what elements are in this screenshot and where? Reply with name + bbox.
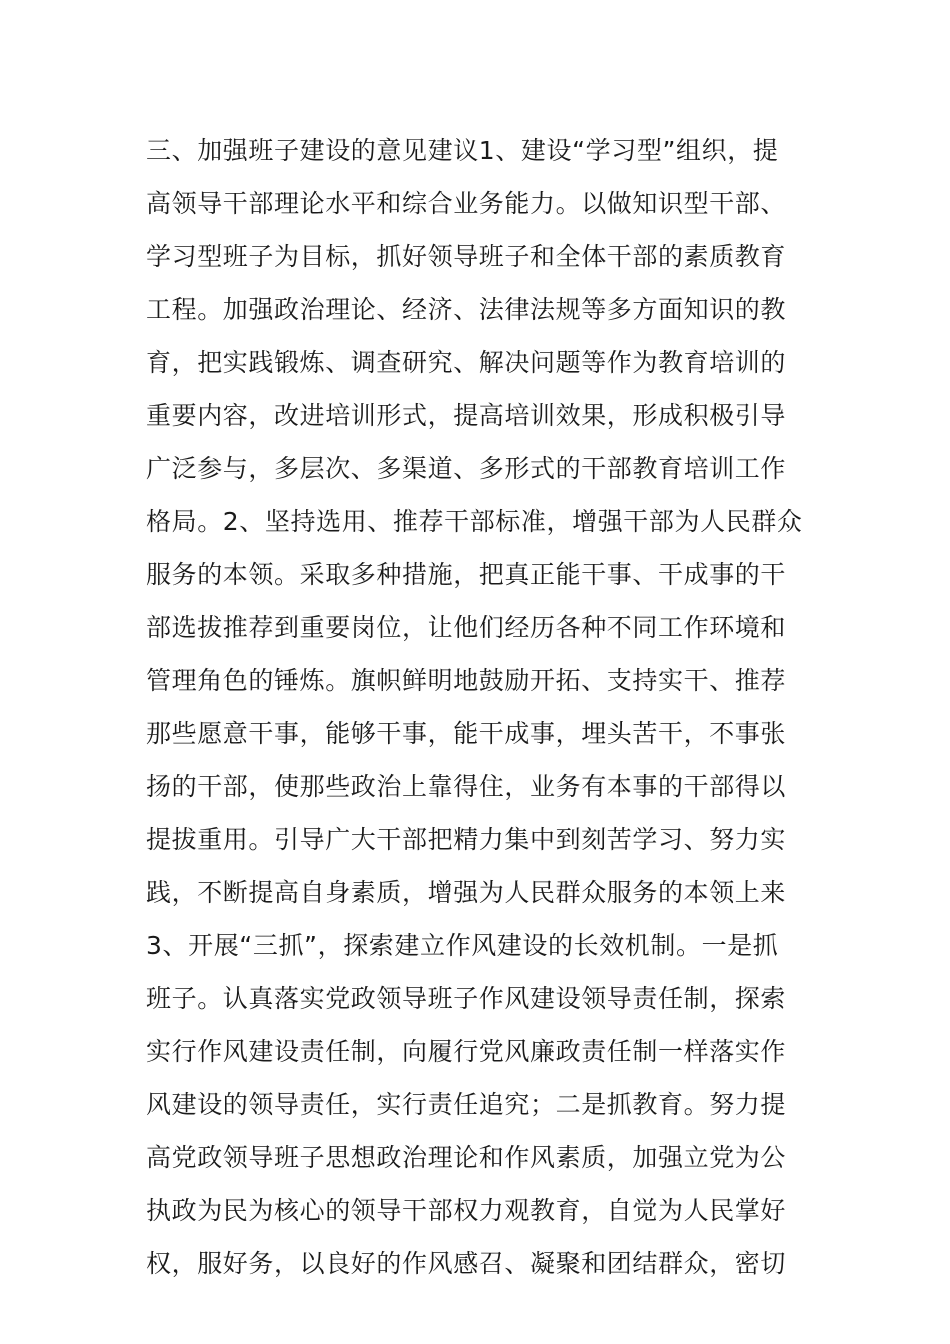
body-text	[146, 124, 806, 1290]
text-line: 扬的干部，使那些政治上靠得住，业务有本事的干部得以	[146, 772, 787, 801]
text-line: 格局。2、坚持选用、推荐干部标准，增强干部为人民群众	[146, 507, 803, 536]
text-line: 高党政领导班子思想政治理论和作风素质，加强立党为公	[146, 1143, 787, 1172]
text-line: 实行作风建设责任制，向履行党风廉政责任制一样落实作	[146, 1037, 787, 1066]
text-line: 服务的本领。采取多种措施，把真正能干事、干成事的干	[146, 560, 787, 589]
text-line: 权，服好务，以良好的作风感召、凝聚和团结群众，密切	[146, 1249, 787, 1278]
text-line: 部选拔推荐到重要岗位，让他们经历各种不同工作环境和	[146, 613, 787, 642]
text-line: 三、加强班子建设的意见建议1、建设“学习型”组织，提	[146, 136, 779, 165]
text-line: 工程。加强政治理论、经济、法律法规等多方面知识的教	[146, 295, 787, 324]
text-line: 那些愿意干事，能够干事，能干成事，埋头苦干，不事张	[146, 719, 787, 748]
text-line: 执政为民为核心的领导干部权力观教育，自觉为人民掌好	[146, 1196, 787, 1225]
text-line: 提拔重用。引导广大干部把精力集中到刻苦学习、努力实	[146, 825, 787, 854]
text-line: 管理角色的锤炼。旗帜鲜明地鼓励开拓、支持实干、推荐	[146, 666, 787, 695]
text-line: 育，把实践锻炼、调查研究、解决问题等作为教育培训的	[146, 348, 787, 377]
text-line: 重要内容，改进培训形式，提高培训效果，形成积极引导	[146, 401, 787, 430]
text-line: 3、开展“三抓”，探索建立作风建设的长效机制。一是抓	[146, 931, 779, 960]
text-line: 学习型班子为目标，抓好领导班子和全体干部的素质教育	[146, 242, 787, 271]
text-line: 践，不断提高自身素质，增强为人民群众服务的本领上来	[146, 878, 787, 907]
text-line: 高领导干部理论水平和综合业务能力。以做知识型干部、	[146, 189, 787, 218]
text-line: 风建设的领导责任，实行责任追究；二是抓教育。努力提	[146, 1090, 787, 1119]
text-line: 广泛参与，多层次、多渠道、多形式的干部教育培训工作	[146, 454, 787, 483]
text-line: 班子。认真落实党政领导班子作风建设领导责任制，探索	[146, 984, 787, 1013]
